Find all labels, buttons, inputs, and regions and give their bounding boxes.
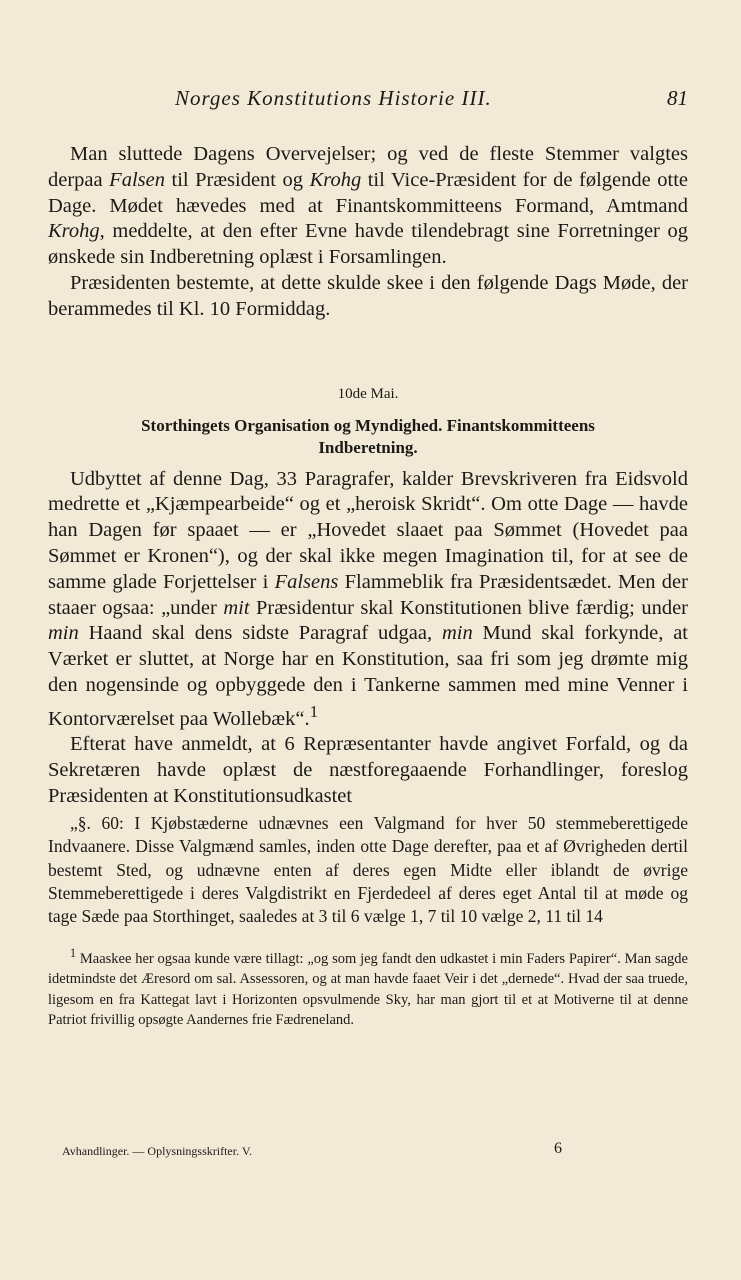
paragraph-2: Præsidenten bestemte, at dette skulde skee i den følgende Dags Møde, der berammedes til Kl. 10 Formiddag. <box>48 271 688 320</box>
text-run: Udbyttet af denne Dag, 33 Paragrafer, kalder Brevskriveren fra Eidsvold medrette et „Kjæmpearbeide“ og et „heroisk Skridt“. Om otte Dage — havde han Dagen før spaaet — er „Hovedet slaaet paa Sømmet (Hovedet paa Sømmet er Kronen“), og der skal ikke megen Imagination til, for at see de samme glade Forjettelser i <box>48 467 688 593</box>
footnote-reference: 1 <box>309 701 319 721</box>
italic-word: mit <box>223 596 250 619</box>
quoted-paragraph: „§. 60: I Kjøbstæderne udnævnes een Valgmand for hver 50 stemmeberettigede Indvaanere. Disse Valgmænd samles, inden otte Dage derefter, paa et af Øvrigheden dertil bestemt Sted, og udnævne enten af deres egen Midte eller iblandt de øvrige Stemmeberettigede i deres Valgdistrikt en Fjerdedeel af deres eget Antal til at møde og tage Sæde paa Storthinget, saaledes at 3 til 6 vælge 1, 7 til 10 vælge 2, 11 til 14 <box>48 812 688 927</box>
paragraph-1 <box>48 142 688 271</box>
footnote-mark: 1 <box>70 945 77 960</box>
page-footer <box>62 1140 582 1159</box>
italic-name: Falsens <box>274 570 339 593</box>
italic-name: Krohg <box>48 220 100 243</box>
text-run: til Præsident og <box>164 168 310 191</box>
text-run: Man sluttede Dagens Overvejelser; og ved de fleste Stemmer valgtes derpaa <box>48 143 688 191</box>
section-heading <box>48 415 688 459</box>
signature-mark: 6 <box>554 1140 562 1157</box>
footnote <box>48 943 688 1031</box>
running-header <box>0 86 741 116</box>
text-run: Haand skal dens sidste Paragraf udgaa, <box>78 622 442 645</box>
italic-name: Falsen <box>109 168 165 191</box>
footer-series: Avhandlinger. — Oplysningsskrifter. V. <box>62 1144 252 1158</box>
italic-name: Krohg <box>309 168 362 191</box>
text-run: Flammeblik fra Præsidentsædet. Men der staaer ogsaa: „under <box>48 570 688 619</box>
italic-word: min <box>441 622 473 645</box>
running-title: Norges Konstitutions Historie III. <box>175 86 492 110</box>
text-run: til Vice-Præsident for de følgende otte Dage. Mødet hævedes med at Finantskommitteens Formand, Amtmand <box>48 168 688 217</box>
paragraph-3 <box>48 467 688 733</box>
text-run: , meddelte, at den efter Evne havde tilendebragt sine Forretninger og ønskede sin Indberetning oplæst i Forsamlingen. <box>48 220 688 269</box>
section-heading-line-1: Storthingets Organisation og Myndighed. Finantskommitteens <box>141 415 595 435</box>
text-run: Mund skal forkynde, at Værket er sluttet, at Norge har en Konstitution, saa fri som jeg drømte mig den nogensinde og opbyggede den i Tankerne sammen med mine Venner i Kontorværelset paa Wollebæk“. <box>48 622 688 730</box>
page-number: 81 <box>667 86 688 110</box>
date-line: 10de Mai. <box>337 385 399 402</box>
section-heading-line-2: Indberetning. <box>318 437 418 457</box>
footnote-text: Maaskee her ogsaa kunde være tillagt: „og som jeg fandt den udkastet i min Faders Papirer“. Man sagde idetmindste det Æresord om sal. Assessoren, og at man havde faaet Veir i det „dernede“. Hvad der saa truede, ligesom en fra Kattegat lavt i Horizonten opsvulmende Sky, har man gjort til et at Motiverne til at denne Patriot frivillig opsøgte Aandernes frie Fædreneland. <box>48 950 688 1029</box>
text-run: Præsidentur skal Konstitutionen blive færdig; under <box>249 596 688 619</box>
italic-word: min <box>48 622 79 645</box>
paragraph-4: Efterat have anmeldt, at 6 Repræsentanter havde angivet Forfald, og da Sekretæren havde oplæst de næstforegaaende Forhandlinger, foreslog Præsidenten at Konstitutionsudkastet <box>48 733 688 807</box>
page-body <box>48 142 688 1031</box>
